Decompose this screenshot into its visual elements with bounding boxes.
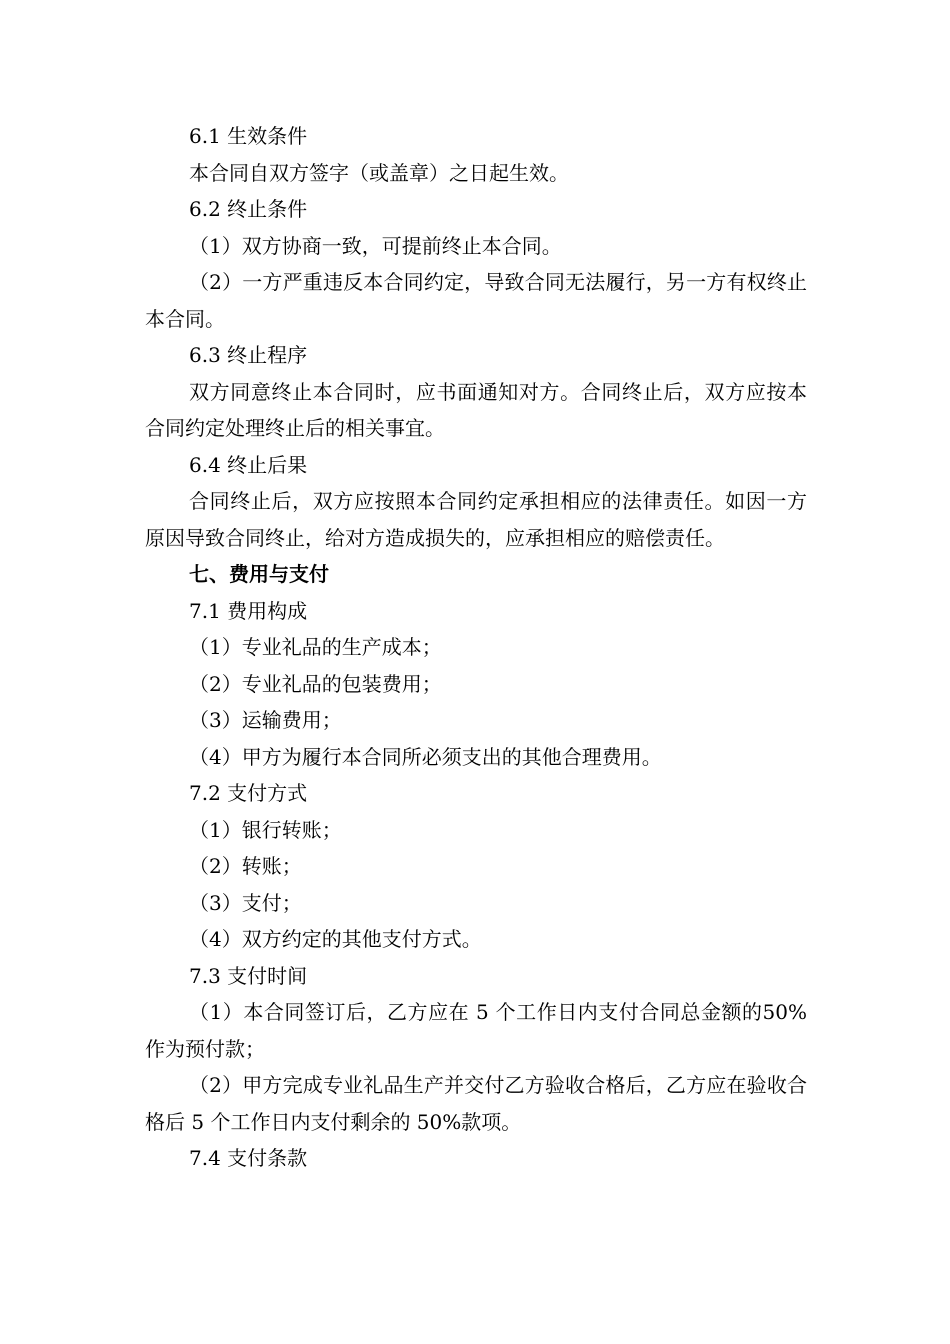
clause-6-2-item-1: （1）双方协商一致，可提前终止本合同。 xyxy=(189,233,562,258)
clause-7-3-item-2: （2）甲方完成专业礼品生产并交付乙方验收合格后，乙方应在验收合格后 5 个工作日内支付剩余的 50%款项。 xyxy=(145,1073,807,1134)
section-7-heading: 七、费用与支付 xyxy=(189,562,329,586)
clause-6-1-title: 6.1 生效条件 xyxy=(189,124,308,148)
clause-7-1-item: （3）运输费用； xyxy=(189,708,342,732)
clause-7-1-item: （2）专业礼品的包装费用； xyxy=(189,671,442,696)
clause-6-4-title: 6.4 终止后果 xyxy=(189,452,308,477)
clause-6-3-title: 6.3 终止程序 xyxy=(189,343,308,367)
clause-7-1-title: 7.1 费用构成 xyxy=(189,598,308,623)
clause-7-3-title: 7.3 支付时间 xyxy=(189,963,308,988)
clause-6-2-item-2: （2）一方严重违反本合同约定，导致合同无法履行，另一方有权终止本合同。 xyxy=(145,270,807,331)
clause-7-2-title: 7.2 支付方式 xyxy=(189,781,308,805)
clause-7-1-item: （4）甲方为履行本合同所必须支出的其他合理费用。 xyxy=(189,744,662,769)
clause-7-3-item-1: （1）本合同签订后，乙方应在 5 个工作日内支付合同总金额的50%作为预付款； xyxy=(145,1000,807,1061)
clause-7-2-item: （1）银行转账； xyxy=(189,817,342,842)
clause-7-1-item: （1）专业礼品的生产成本； xyxy=(189,635,442,659)
clause-6-1-body: 本合同自双方签字（或盖章）之日起生效。 xyxy=(189,160,569,185)
clause-7-2-item: （3）支付； xyxy=(189,890,302,915)
clause-7-4-title: 7.4 支付条款 xyxy=(189,1146,308,1170)
clause-7-2-item: （4）双方约定的其他支付方式。 xyxy=(189,927,482,951)
clause-7-2-item: （2）转账； xyxy=(189,854,302,878)
clause-6-4-body: 合同终止后，双方应按照本合同约定承担相应的法律责任。如因一方原因导致合同终止，给对方造成损失的，应承担相应的赔偿责任。 xyxy=(145,489,807,550)
document-page xyxy=(145,118,807,1177)
clause-6-2-title: 6.2 终止条件 xyxy=(189,197,308,221)
clause-6-3-body: 双方同意终止本合同时，应书面通知对方。合同终止后，双方应按本合同约定处理终止后的相关事宜。 xyxy=(145,379,807,440)
